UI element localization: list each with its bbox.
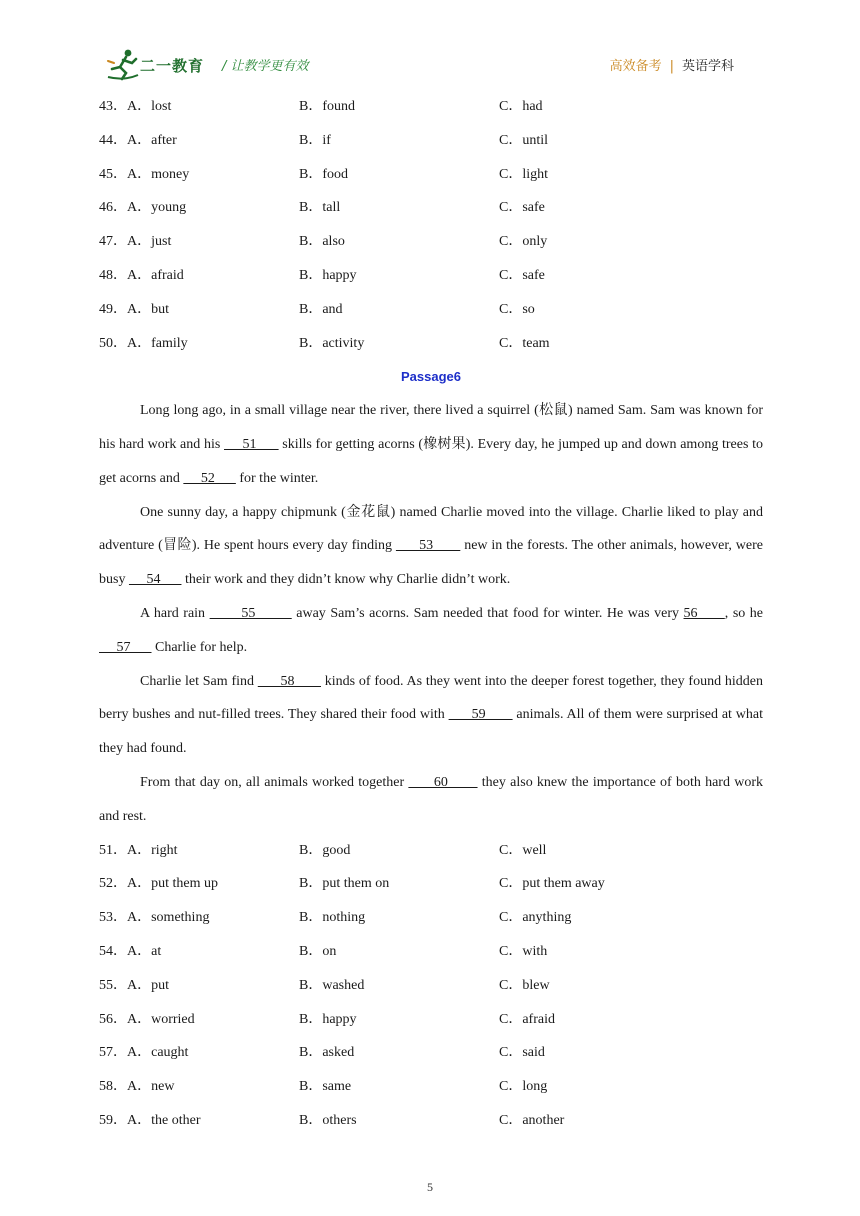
option-b: B．and <box>299 301 343 317</box>
paragraph-text: , so he <box>724 605 764 621</box>
question-number: 48． <box>99 267 127 283</box>
option-a <box>99 1036 188 1070</box>
option-row <box>99 124 763 158</box>
paragraph-text: new in the forests. The other animals, however, were busy <box>99 538 764 588</box>
option-a-text: A．but <box>127 301 169 317</box>
paragraph-text: skills for getting acorns (橡树果). Every day, he jumped up and down among trees to get acorns and <box>99 436 764 486</box>
option-row <box>99 225 763 259</box>
option-a <box>99 124 177 158</box>
question-number: 46． <box>99 200 127 216</box>
option-row <box>99 293 763 327</box>
paragraph-text: A hard rain <box>140 605 210 621</box>
option-a <box>99 867 218 901</box>
option-a-text: A．the other <box>127 1112 201 1128</box>
option-a-text: A．put them up <box>127 876 218 892</box>
page-header <box>0 0 860 84</box>
options-bottom <box>99 834 763 1138</box>
option-c: C．team <box>499 335 550 351</box>
question-number: 53． <box>99 910 127 926</box>
question-number: 45． <box>99 166 127 182</box>
answer-blank: 58 <box>257 673 321 689</box>
question-number: 52． <box>99 876 127 892</box>
option-row <box>99 90 763 124</box>
option-a-text: A．afraid <box>127 267 184 283</box>
option-a <box>99 1104 200 1138</box>
option-b: B．asked <box>299 1045 355 1061</box>
answer-blank: 57 <box>99 639 152 655</box>
paragraph-text: One sunny day, a happy chipmunk (金花鼠) named Charlie moved into the village. Charlie liked to play and adventure (冒险). He spent hours every day finding <box>99 504 763 554</box>
header-tag: 高效备考 <box>609 59 662 74</box>
option-c: C．blew <box>499 977 550 993</box>
option-a <box>99 327 188 361</box>
answer-blank: 60 <box>408 774 478 790</box>
option-c: C．safe <box>499 200 545 216</box>
option-a <box>99 1003 195 1037</box>
option-row <box>99 1003 763 1037</box>
option-b: B．on <box>299 943 337 959</box>
option-b: B．found <box>299 99 355 114</box>
passage-title: Passage6 <box>401 369 461 385</box>
option-b: B．put them on <box>299 876 390 892</box>
passage-paragraph <box>99 496 763 597</box>
option-b: B．happy <box>299 1011 357 1027</box>
option-c: C．until <box>499 132 549 148</box>
option-a-text: A．just <box>127 234 172 250</box>
option-c: C．afraid <box>499 1011 555 1027</box>
question-number: 59． <box>99 1112 127 1128</box>
option-b: B．activity <box>299 335 365 351</box>
option-row <box>99 1104 763 1138</box>
option-a-text: A．after <box>127 132 177 148</box>
passage-paragraph <box>99 597 763 665</box>
option-row <box>99 867 763 901</box>
option-c: C．anything <box>499 910 572 926</box>
subject-label: 英语学科 <box>681 59 734 74</box>
option-row <box>99 935 763 969</box>
question-number: 55． <box>99 977 127 993</box>
option-a <box>99 1070 174 1104</box>
option-c: C．long <box>499 1079 548 1095</box>
option-row <box>99 191 763 225</box>
option-row <box>99 969 763 1003</box>
option-a-text: A．money <box>127 166 190 182</box>
option-b: B．tall <box>299 200 341 216</box>
answer-blank: 56 <box>683 605 725 621</box>
option-a <box>99 90 171 124</box>
paragraph-text: for the winter. <box>235 470 319 486</box>
option-a-text: A．young <box>127 200 187 216</box>
answer-blank: 59 <box>448 707 513 723</box>
option-c: C．had <box>499 99 543 114</box>
paragraph-text: From that day on, all animals worked together <box>140 774 409 790</box>
option-a-text: A．lost <box>127 99 172 114</box>
header-separator: | <box>669 59 674 74</box>
option-a-text: A．put <box>127 977 169 993</box>
page-number: 5 <box>427 1180 433 1194</box>
option-b: B．nothing <box>299 910 366 926</box>
option-a <box>99 969 169 1003</box>
option-b: B．happy <box>299 267 357 283</box>
option-a <box>99 225 171 259</box>
option-a-text: A．family <box>127 335 188 351</box>
option-a-text: A．worried <box>127 1011 195 1027</box>
paragraph-text: away Sam’s acorns. Sam needed that food for winter. He was very <box>291 605 684 621</box>
answer-blank: 52 <box>183 470 236 486</box>
question-number: 57． <box>99 1045 127 1061</box>
question-number: 47． <box>99 234 127 250</box>
option-a <box>99 293 169 327</box>
option-b: B．same <box>299 1079 352 1095</box>
option-c: C．put them away <box>499 876 605 892</box>
question-number: 49． <box>99 301 127 317</box>
question-number: 44． <box>99 132 127 148</box>
question-number: 51． <box>99 842 127 858</box>
header-right <box>610 55 734 74</box>
option-b: B．others <box>299 1112 357 1128</box>
option-a-text: A．new <box>127 1079 175 1095</box>
paragraph-text: Long long ago, in a small village near the river, there lived a squirrel (松鼠) named Sam. Sam was known for his hard work and his <box>99 403 763 452</box>
question-number: 50． <box>99 335 127 351</box>
question-number: 54． <box>99 943 127 959</box>
option-a-text: A．right <box>127 842 178 858</box>
option-b: B．also <box>299 234 345 250</box>
option-b: B．if <box>299 132 331 148</box>
answer-blank: 54 <box>128 572 182 588</box>
options-top <box>99 90 763 360</box>
option-c: C．light <box>499 166 549 182</box>
option-c: C．said <box>499 1045 545 1061</box>
option-row <box>99 327 763 361</box>
option-c: C．safe <box>499 267 545 283</box>
option-c: C．well <box>499 842 547 858</box>
passage-paragraph <box>99 665 763 766</box>
option-row <box>99 834 763 868</box>
paragraph-text: Charlie for help. <box>151 639 248 655</box>
question-number: 58． <box>99 1079 127 1095</box>
option-c: C．another <box>499 1112 565 1128</box>
option-c: C．so <box>499 301 535 317</box>
option-c: C．only <box>499 234 548 250</box>
option-row <box>99 1036 763 1070</box>
answer-blank: 53 <box>395 538 461 554</box>
option-a <box>99 834 178 868</box>
paragraph-text: animals. All of them were surprised at what they had found. <box>99 707 763 757</box>
question-number: 43． <box>99 99 127 114</box>
option-b: B．food <box>299 166 348 182</box>
option-a <box>99 191 186 225</box>
option-row <box>99 158 763 192</box>
paragraph-text: Charlie let Sam find <box>140 673 258 689</box>
option-row <box>99 1070 763 1104</box>
option-row <box>99 901 763 935</box>
option-a <box>99 901 209 935</box>
option-row <box>99 259 763 293</box>
page-content <box>99 90 763 1138</box>
answer-blank: 55 <box>209 605 292 621</box>
option-a <box>99 259 184 293</box>
option-a-text: A．something <box>127 910 210 926</box>
passage-paragraph <box>99 766 763 834</box>
paragraph-text: kinds of food. As they went into the deeper forest together, they found hidden berry bushes and nut-filled trees. They shared their food with <box>99 673 763 723</box>
option-a-text: A．at <box>127 943 162 959</box>
question-number: 56． <box>99 1011 127 1027</box>
logo-text: 二一教育 <box>140 57 205 75</box>
paragraph-text: they also knew the importance of both hard work and rest. <box>99 774 763 824</box>
option-b: B．good <box>299 842 351 858</box>
answer-blank: 51 <box>224 436 279 452</box>
passage-paragraph <box>99 394 763 495</box>
option-a <box>99 158 189 192</box>
option-a <box>99 935 161 969</box>
option-c: C．with <box>499 943 548 959</box>
option-a-text: A．caught <box>127 1045 189 1061</box>
slogan: / 让教学更有效 <box>222 59 309 74</box>
paragraph-text: their work and they didn’t know why Charlie didn’t work. <box>181 572 511 588</box>
option-b: B．washed <box>299 977 365 993</box>
